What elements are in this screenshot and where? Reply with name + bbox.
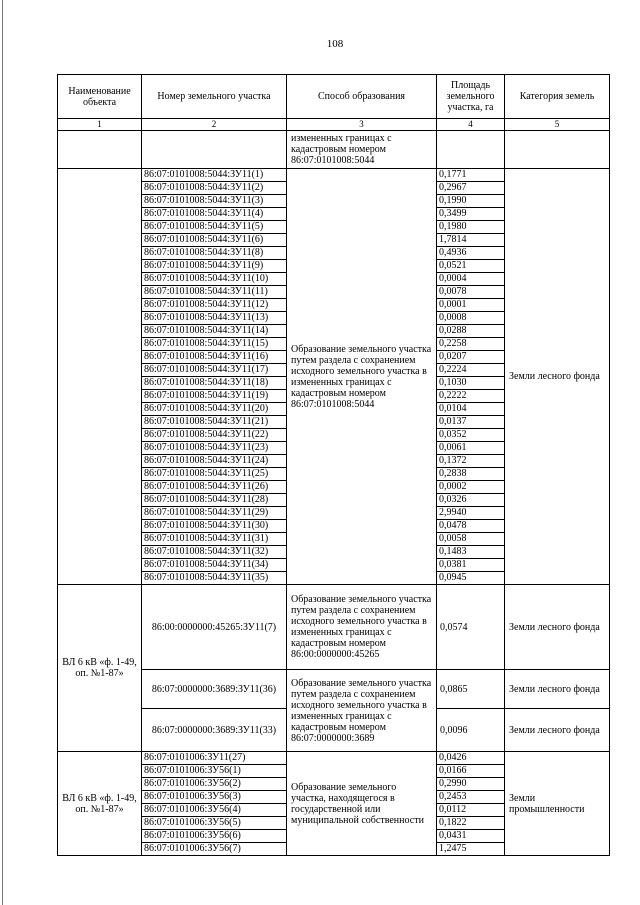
list-item [142, 312, 286, 325]
list-item [437, 481, 504, 494]
list-item [142, 778, 286, 791]
plot-area: 0,2967 [437, 182, 504, 195]
group-2-sub-area: 0,0096 [437, 709, 505, 752]
list-item [142, 195, 286, 208]
group-3-object: ВЛ 6 кВ «ф. 1-49, оп. №1-87» [58, 752, 142, 856]
group-2-sub-cadastral-number: 86:07:0000000:3689:ЗУ11(36) [142, 670, 287, 709]
list-item [142, 429, 286, 442]
list-item [437, 286, 504, 299]
list-item [142, 533, 286, 546]
group-2-sub-method: Образование земельного участка путем раздела с сохранением исходного земельного участка в измененных границах с кадастровым номером 86:07:0000000:3689 [287, 670, 437, 752]
list-item [142, 520, 286, 533]
cadastral-number: 86:07:0101008:5044:ЗУ11(4) [142, 208, 286, 221]
group-3-category: Земли промышленности [505, 752, 610, 856]
list-item [437, 182, 504, 195]
group-1-area-list [437, 169, 505, 585]
list-item [437, 778, 504, 791]
list-item [142, 325, 286, 338]
list-item [437, 765, 504, 778]
list-item [437, 752, 504, 765]
group-3-method: Образование земельного участка, находящегося в государственной или муниципальной собственности [287, 752, 437, 856]
cadastral-number: 86:07:0101008:5044:ЗУ11(18) [142, 377, 286, 390]
plot-area: 0,0521 [437, 260, 504, 273]
list-item [142, 817, 286, 830]
list-item [437, 403, 504, 416]
plot-area: 0,0381 [437, 559, 504, 572]
list-item [437, 817, 504, 830]
plot-area: 0,1980 [437, 221, 504, 234]
empty-cell [437, 131, 505, 169]
group-3-area-list [437, 752, 505, 856]
empty-cell [142, 131, 287, 169]
list-item [142, 494, 286, 507]
group-2-sub-category: Земли лесного фонда [505, 670, 610, 709]
list-item [437, 507, 504, 520]
cadastral-number: 86:07:0101006:ЗУ56(2) [142, 778, 286, 791]
cadastral-number: 86:07:0101008:5044:ЗУ11(35) [142, 572, 286, 585]
list-item [142, 403, 286, 416]
cadastral-number: 86:07:0101006:ЗУ56(5) [142, 817, 286, 830]
list-item [437, 546, 504, 559]
plot-area: 0,0008 [437, 312, 504, 325]
list-item [437, 364, 504, 377]
list-item [437, 390, 504, 403]
plot-area: 0,2453 [437, 791, 504, 804]
group-3-row [58, 752, 610, 856]
list-item [142, 416, 286, 429]
group-2-category: Земли лесного фонда [505, 585, 610, 670]
plot-area: 0,1030 [437, 377, 504, 390]
list-item [437, 234, 504, 247]
cadastral-number: 86:07:0101006:ЗУ56(3) [142, 791, 286, 804]
group-2-sub-cadastral-number: 86:07:0000000:3689:ЗУ11(33) [142, 709, 287, 752]
header-category: Категория земель [505, 75, 610, 119]
list-item [437, 169, 504, 182]
cadastral-number: 86:07:0101008:5044:ЗУ11(11) [142, 286, 286, 299]
list-item [142, 182, 286, 195]
plot-area: 0,0352 [437, 429, 504, 442]
list-item [437, 221, 504, 234]
list-item [142, 273, 286, 286]
cadastral-number: 86:07:0101008:5044:ЗУ11(12) [142, 299, 286, 312]
cadastral-number: 86:07:0101006:ЗУ56(4) [142, 804, 286, 817]
group-3-cadastral-list [142, 752, 287, 856]
cadastral-number: 86:07:0101008:5044:ЗУ11(28) [142, 494, 286, 507]
group-1-area-table [437, 169, 504, 584]
plot-area: 0,0112 [437, 804, 504, 817]
cadastral-number: 86:07:0101008:5044:ЗУ11(32) [142, 546, 286, 559]
list-item [142, 442, 286, 455]
group-2-cadastral-number: 86:00:0000000:45265:ЗУ11(7) [142, 585, 287, 670]
cadastral-number: 86:07:0101008:5044:ЗУ11(1) [142, 169, 286, 182]
list-item [142, 546, 286, 559]
group-2-method: Образование земельного участка путем раздела с сохранением исходного земельного участка в измененных границах с кадастровым номером 86:00:0000000:45265 [287, 585, 437, 670]
plot-area: 0,0058 [437, 533, 504, 546]
plot-area: 1,7814 [437, 234, 504, 247]
list-item [142, 765, 286, 778]
group-2-area: 0,0574 [437, 585, 505, 670]
header-area: Площадь земельного участка, га [437, 75, 505, 119]
cadastral-number: 86:07:0101006:ЗУ56(1) [142, 765, 286, 778]
list-item [142, 455, 286, 468]
group-3-cadastral-table [142, 752, 286, 855]
plot-area: 0,0426 [437, 752, 504, 765]
continuation-method-text: измененных границах с кадастровым номером 86:07:0101008:5044 [287, 131, 437, 169]
scan-edge-line [2, 0, 3, 905]
header-object-name: Наименование объекта [58, 75, 142, 119]
list-item [142, 507, 286, 520]
plot-area: 2,9940 [437, 507, 504, 520]
plot-area: 0,2222 [437, 390, 504, 403]
list-item [142, 286, 286, 299]
plot-area: 0,1990 [437, 195, 504, 208]
list-item [142, 390, 286, 403]
cadastral-number: 86:07:0101008:5044:ЗУ11(31) [142, 533, 286, 546]
plot-area: 0,1771 [437, 169, 504, 182]
cadastral-number: 86:07:0101008:5044:ЗУ11(15) [142, 338, 286, 351]
list-item [437, 195, 504, 208]
group-2-sub-category: Земли лесного фонда [505, 709, 610, 752]
column-number: 3 [287, 119, 437, 131]
group-2-row-1 [58, 585, 610, 670]
cadastral-number: 86:07:0101008:5044:ЗУ11(21) [142, 416, 286, 429]
header-plot-number: Номер земельного участка [142, 75, 287, 119]
column-number: 4 [437, 119, 505, 131]
list-item [437, 260, 504, 273]
list-item [437, 455, 504, 468]
group-2-sub-area: 0,0865 [437, 670, 505, 709]
cadastral-number: 86:07:0101008:5044:ЗУ11(34) [142, 559, 286, 572]
empty-cell [505, 131, 610, 169]
list-item [142, 260, 286, 273]
list-item [142, 299, 286, 312]
group-3-area-table [437, 752, 504, 855]
cadastral-number: 86:07:0101008:5044:ЗУ11(30) [142, 520, 286, 533]
cadastral-number: 86:07:0101008:5044:ЗУ11(20) [142, 403, 286, 416]
cadastral-number: 86:07:0101008:5044:ЗУ11(13) [142, 312, 286, 325]
list-item [437, 520, 504, 533]
list-item [437, 442, 504, 455]
plot-area: 0,1372 [437, 455, 504, 468]
cadastral-number: 86:07:0101008:5044:ЗУ11(19) [142, 390, 286, 403]
plot-area: 0,0137 [437, 416, 504, 429]
plot-area: 0,1483 [437, 546, 504, 559]
plot-area: 0,0104 [437, 403, 504, 416]
list-item [142, 208, 286, 221]
plot-area: 0,2258 [437, 338, 504, 351]
plot-area: 0,0166 [437, 765, 504, 778]
header-row [58, 75, 610, 119]
plot-area: 0,0945 [437, 572, 504, 585]
list-item [142, 364, 286, 377]
plot-area: 0,0431 [437, 830, 504, 843]
cadastral-number: 86:07:0101008:5044:ЗУ11(25) [142, 468, 286, 481]
column-number-row [58, 119, 610, 131]
cadastral-number: 86:07:0101008:5044:ЗУ11(3) [142, 195, 286, 208]
plot-area: 0,0002 [437, 481, 504, 494]
list-item [142, 830, 286, 843]
list-item [142, 468, 286, 481]
cadastral-number: 86:07:0101006:ЗУ56(6) [142, 830, 286, 843]
list-item [437, 830, 504, 843]
plot-area: 0,0288 [437, 325, 504, 338]
header-method: Способ образования [287, 75, 437, 119]
column-number: 2 [142, 119, 287, 131]
plot-area: 0,0207 [437, 351, 504, 364]
cadastral-number: 86:07:0101008:5044:ЗУ11(16) [142, 351, 286, 364]
cadastral-number: 86:07:0101008:5044:ЗУ11(8) [142, 247, 286, 260]
plot-area: 0,2990 [437, 778, 504, 791]
group-1-method: Образование земельного участка путем раздела с сохранением исходного земельного участка в измененных границах с кадастровым номером 86:07:0101008:5044 [287, 169, 437, 585]
cadastral-number: 86:07:0101008:5044:ЗУ11(5) [142, 221, 286, 234]
list-item [142, 572, 286, 585]
list-item [437, 377, 504, 390]
column-number: 5 [505, 119, 610, 131]
plot-area: 0,4936 [437, 247, 504, 260]
group-1-category: Земли лесного фонда [505, 169, 610, 585]
cadastral-number: 86:07:0101008:5044:ЗУ11(9) [142, 260, 286, 273]
cadastral-number: 86:07:0101006:ЗУ11(27) [142, 752, 286, 765]
cadastral-number: 86:07:0101008:5044:ЗУ11(6) [142, 234, 286, 247]
list-item [437, 572, 504, 585]
plot-area: 0,0326 [437, 494, 504, 507]
list-item [142, 169, 286, 182]
list-item [437, 312, 504, 325]
list-item [437, 494, 504, 507]
list-item [142, 338, 286, 351]
plot-area: 0,1822 [437, 817, 504, 830]
plot-area: 0,2838 [437, 468, 504, 481]
plot-area: 0,0078 [437, 286, 504, 299]
list-item [437, 351, 504, 364]
list-item [437, 533, 504, 546]
column-number: 1 [58, 119, 142, 131]
cadastral-number: 86:07:0101008:5044:ЗУ11(23) [142, 442, 286, 455]
list-item [142, 752, 286, 765]
list-item [142, 351, 286, 364]
cadastral-number: 86:07:0101008:5044:ЗУ11(29) [142, 507, 286, 520]
cadastral-number: 86:07:0101008:5044:ЗУ11(17) [142, 364, 286, 377]
list-item [437, 416, 504, 429]
plot-area: 0,0004 [437, 273, 504, 286]
list-item [437, 299, 504, 312]
cadastral-number: 86:07:0101008:5044:ЗУ11(22) [142, 429, 286, 442]
list-item [142, 843, 286, 856]
group-1-cadastral-table [142, 169, 286, 584]
list-item [437, 468, 504, 481]
plot-area: 0,2224 [437, 364, 504, 377]
list-item [437, 559, 504, 572]
list-item [437, 429, 504, 442]
list-item [437, 325, 504, 338]
group-2-object: ВЛ 6 кВ «ф. 1-49, оп. №1-87» [58, 585, 142, 752]
plot-area: 0,0001 [437, 299, 504, 312]
list-item [437, 208, 504, 221]
cadastral-number: 86:07:0101008:5044:ЗУ11(2) [142, 182, 286, 195]
list-item [142, 377, 286, 390]
group-1-object-cell [58, 169, 142, 585]
list-item [437, 338, 504, 351]
cadastral-number: 86:07:0101008:5044:ЗУ11(26) [142, 481, 286, 494]
plot-area: 1,2475 [437, 843, 504, 856]
empty-cell [58, 131, 142, 169]
list-item [142, 221, 286, 234]
cadastral-number: 86:07:0101008:5044:ЗУ11(10) [142, 273, 286, 286]
list-item [437, 247, 504, 260]
group-1-cadastral-list [142, 169, 287, 585]
group-1-row [58, 169, 610, 585]
list-item [437, 843, 504, 856]
list-item [142, 234, 286, 247]
cadastral-number: 86:07:0101008:5044:ЗУ11(24) [142, 455, 286, 468]
continuation-row [58, 131, 610, 169]
page-number: 108 [326, 38, 344, 50]
list-item [437, 791, 504, 804]
list-item [142, 804, 286, 817]
cadastral-number: 86:07:0101008:5044:ЗУ11(14) [142, 325, 286, 338]
plot-area: 0,0061 [437, 442, 504, 455]
list-item [142, 481, 286, 494]
plot-area: 0,3499 [437, 208, 504, 221]
list-item [142, 559, 286, 572]
land-plots-table [57, 74, 610, 856]
cadastral-number: 86:07:0101006:ЗУ56(7) [142, 843, 286, 856]
list-item [437, 804, 504, 817]
list-item [437, 273, 504, 286]
list-item [142, 247, 286, 260]
list-item [142, 791, 286, 804]
plot-area: 0,0478 [437, 520, 504, 533]
